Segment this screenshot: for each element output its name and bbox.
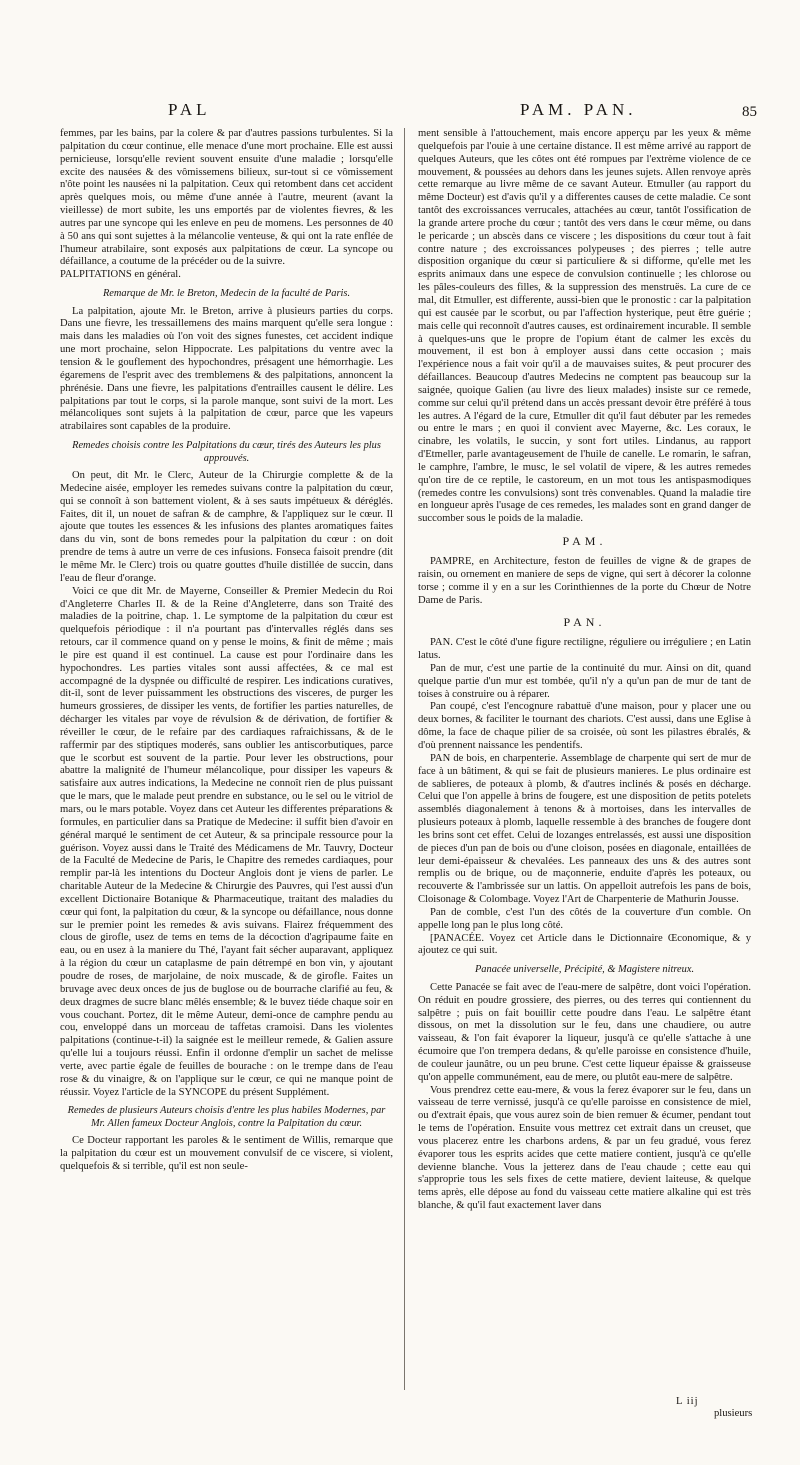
paragraph: Vous prendrez cette eau-mere, & vous la ferez évaporer sur le feu, dans un vaisseau de terre vernissé, jusqu'à ce qu'elle paroisse en consistence de miel, ou d'extrait épais, que vous aurez soin de bien remuer & écumer, pendant tout le tems de l'opération. Ensuite vous mettrez cet extrait dans un creuset, que vous placerez entre les charbons ardens, & par un feu gradué, vous ferez évaporer tous les esprits acides que cette matiere contient, jusqu'à ce qu'elle devienne blanche. Vous la jetterez dans de l'eau chaude ; cette eau qui s'approprie tous les sels fixes de cette matiere, devient laiteuse, & quelque tems après, elle dépose au fond du vaisseau cette matiere alkaline qui est très blanche, & qu'il faut exactement laver dans xyxy=(418,1084,751,1212)
section-heading: Panacée universelle, Précipité, & Magistere nitreux. xyxy=(474,964,695,976)
section-title: PAM. xyxy=(562,534,607,549)
paragraph: Pan de mur, c'est une partie de la continuité du mur. Ainsi on dit, quand quelque partie d'un mur est tombée, qu'il n'y a qu'un pan de mur de tant de toises à construire ou à réparer. xyxy=(418,662,751,700)
paragraph: La palpitation, ajoute Mr. le Breton, arrive à plusieurs parties du corps. Dans une fievre, les tressaillemens des mains marquent qu'elle sera longue : mais dans les maladies où l'on voit des signes funestes, cet accident indique une mort prochaine, selon Hippocrate. Les palpitations du ventre avec la tension & le gouflement des hypochondres, présagent une hémorrhagie. Les égaremens de l'esprit avec des tremblemens & des palpitations, annoncent la phrénésie. Dans une fievre, les palpitations d'entrailles causent le délire. Les palpitations par tout le corps, si la parole manque, sont suivi de la mort. Les mélancoliques sont sujets à la palpitation de cœur, parce que les vapeurs atrabilaires sont capables de la produire. xyxy=(60,305,393,433)
page-number: 85 xyxy=(742,104,757,120)
paragraph: PALPITATIONS en général. xyxy=(60,269,181,281)
section-title: PAN. xyxy=(563,615,606,630)
section-heading: Remedes choisis contre les Palpitations du cœur, tirés des Auteurs les plus approuvés. xyxy=(72,440,381,464)
header-right: PAM. PAN. xyxy=(520,100,637,119)
signature-mark: L iij xyxy=(676,1396,699,1407)
section-heading: Remarque de Mr. le Breton, Medecin de la faculté de Paris. xyxy=(102,288,351,300)
catchword: plusieurs xyxy=(714,1408,753,1419)
header-left: PAL xyxy=(168,100,211,119)
paragraph: ment sensible à l'attouchement, mais encore apperçu par les yeux & même quelquefois par l'ouie à une certaine distance. Il est même arrivé au rapport de quelques Auteurs, que les côtes ont été rompues par l'extrème violence de ce mouvement, & poussées au dehors dans les jeunes sujets. Allen renvoye après cette remarque au livre même de ce savant Auteur. Etmuller (au rapport du même Docteur) est d'avis qu'il y a differentes causes de cette maladie. Ce sont tantôt des excroissances verrucales, attachées au cœur, tantôt l'ossification de la grande artere proche du cœur ; tantôt des vers dans le cœur même, ou dans le pericarde ; un abscès dans ce viscere ; les dispositions du cœur tout à fait contre nature ; des excroissances polypeuses ; des pierres ; telle autre disposition organique du cœur si particuliere & si difforme, qu'elle met les esprits animaux dans une espece de convulsion continuelle ; les chlorose ou les pâles-couleurs des filles, & la suppression des menstruës. La cure de ce mal, dit Etmuller, est differente, aussi-bien que le pronostic : car la palpitation qui est causée par le scorbut, ou par l'affection hysterique, peut être guérie ; mais celle qui reconnoît d'autres causes, est ordinairement incurable. Il semble à quelques-uns que le propre de l'opium étant de calmer les excès du mouvement, il est bon à employer aussi dans cette occasion ; mais l'expérience nous a fait voir qu'il a de mauvaises suites, & peut procurer des défaillances. Beaucoup d'autres Medecins ne comptent pas beaucoup sur la saignée, quoique Galien (au livre des lieux malades) insiste sur ce remede, comme sur celui qu'il prétend dans un accès pressant devoir être préféré à tous les autres. A l'égard de la cure, Etmuller dit qu'il faut débuter par les remedes ou entre le mars ; en quoi il convient avec Mayerne, &c. Les coraux, le cinabre, les volatils, le succin, y sont fort utiles. Lindanus, au rapport d'Etmeller, parle avantageusement de l'huile de canelle. Le romarin, le safran, le camphre, l'ambre, le musc, le sel volatil de vipere, & les autres remedes qu'on tire de ce reptile, le castoreum, en un mot tous les antispasmodiques (remedes contre les convulsions) sont très convenables. Quand la maladie tire en longueur après l'usage de ces remedes, les malades sont en grand danger de succomber sous le poids de la maladie. xyxy=(418,128,751,525)
paragraph: PAN. C'est le côté d'une figure rectiligne, réguliere ou irréguliere ; en Latin latus. xyxy=(418,637,751,662)
paragraph: femmes, par les bains, par la colere & par d'autres passions turbulentes. Si la palpitation du cœur continue, elle menace d'une mort prochaine. Elle est aussi pernicieuse, lorsqu'elle revient souvent ensuite d'une maladie ; lorsqu'elle excite des nausées & des vômissemens bilieux, sur-tout si ce vômissement n'ôte point les nausées ni la palpitation. Ceux qui retombent dans cet accident après quelques mois, ou même d'une année à l'autre, meurent (avant la vieillesse) de mort subite, les uns emportés par de violentes fievres, & les autres par une syncope qui les enleve en peu de momens. Les personnes de 40 à 50 ans qui sont sujettes à la mélancolie venteuse, & qui ont la rate enflée de l'humeur atrabilaire, sont exposés aux palpitations de cœur. La syncope ou défaillance, a coutume de la précéder ou de la suivre. xyxy=(60,128,393,268)
paragraph: [PANACÉE. Voyez cet Article dans le Dictionnaire Œconomique, & y ajoutez ce qui suit. xyxy=(418,932,751,957)
column-divider xyxy=(404,128,405,1390)
paragraph: Cette Panacée se fait avec de l'eau-mere de salpêtre, dont voici l'opération. On réduit en poudre grossiere, des pierres, ou des terres qui contiennent du salpêtre ; puis on fait bouillir cette poudre dans l'eau. Le salpêtre étant dissous, on met la dissolution sur le feu, dans une chaudiere, ou autre vaisseau, & l'on fait évaporer la liqueur, jusqu'à ce qu'elle s'attache à une écumoire que l'on trempera dedans, & qu'elle paroisse en consistence d'huile, de couleur jaunâtre, ou un peu brune. C'est cette liqueur épaisse & graisseuse qu'on appelle communément, eau de mere, ou plutôt eau-mere de salpêtre. xyxy=(418,981,751,1083)
left-column xyxy=(60,128,393,1396)
paragraph: Pan coupé, c'est l'encognure rabattuë d'une maison, pour y placer une ou deux bornes, & faciliter le tournant des chariots. C'est aussi, dans une Eglise à dôme, la face de chaque pilier de sa croisée, où sont les pilastres ébralés, & d'où prennent naissance les pendentifs. xyxy=(418,701,751,751)
paragraph: On peut, dit Mr. le Clerc, Auteur de la Chirurgie complette & de la Medecine aisée, employer les remedes suivans contre la palpitation du cœur, qui se connoît à son battement violent, & à ses sauts impétueux & déréglés. Faites, dit il, un nouet de safran & de camphre, & l'appliquez sur le cœur. Il ajoute que toutes les essences & les infusions des plantes aromatiques faites dans du vin, sont de bons remedes pour la palpitation du cœur : on doit prendre de tems à autre un verre de ces infusions. Fonseca faisoit prendre (dit le même Mr. le Clerc) trois ou quatre gouttes d'huile distillée de succin, dans l'eau de fleur d'orange. xyxy=(60,470,393,584)
paragraph: PAMPRE, en Architecture, feston de feuilles de vigne & de grapes de raisin, ou ornement en maniere de seps de vigne, qui sert à décorer la colonne torse ; comme il y en a sur les Corinthiennes de la porte du Chœur de Notre Dame de Paris. xyxy=(418,556,751,606)
paragraph: PAN de bois, en charpenterie. Assemblage de charpente qui sert de mur de face à un bâtiment, & qui se fait de plusieurs manieres. Le plus ordinaire est de sablieres, de poteaux à plomb, & d'autres inclinés & posés en décharge. Celui que l'on appelle à brins de fougere, est une disposition de petits potelets assemblés diagonalement à tenons & à mortoises, dans les intervalles de plusieurs poteaux à plomb, laquelle ressemble à des branches de fougere dont les brins sont cet effet. Celui de lozanges entrelassés, est aussi une disposition de pieces d'un pan de bois ou d'une cloison, posées en diagonale, entaillées de leur demi-épaisseur & chevalées. Les panneaux des uns & des autres sont remplis ou de brique, ou de maçonnerie, enduite d'après les poteaux, ou recouverte & l'ambrissée sur un lattis. On appelloit autrefois les pans de bois, Cloisonage & Colombage. Voyez l'Art de Charpenterie de Mathurin Jousse. xyxy=(418,752,751,906)
paragraph: Ce Docteur rapportant les paroles & le sentiment de Willis, remarque que la palpitation du cœur est un mouvement convulsif de ce viscere, si violent, quelquefois & si terrible, qu'il est non seule- xyxy=(60,1135,393,1173)
paragraph: Voici ce que dit Mr. de Mayerne, Conseiller & Premier Medecin du Roi d'Angleterre Charles II. & de la Reine d'Angleterre, dans son Traité des maladies de la poitrine, chap. 1. Le symptome de la palpitation du cœur est quelquefois périodique : il n'a pourtant pas d'intervalles réglés dans ses retours, car il commence quand on y pense le moins, & finit de même ; mais le pire est quand il est continuel. La cause est pour l'ordinaire dans les hypochondres. Les parties vitales sont aussi affectées, & ce mal est accompagné de la dyspnée ou difficulté de respirer. Les indications curatives, dit-il, sont de lever puissamment les obstructions des visceres, de purger les humeurs grossieres, de dissiper les vents, de fortifier les parties naturelles, de décharger les vitales par voye de révulsion & de dérivation, de fortifier & réveiller le cœur, de le refaire par des cardiaques rafraichissans, & de le raffermir par des stiptiques moderés, sans oublier les antiscorbutiques, parce que le scorbut est souvent de la partie. Pour lever les obstructions, pour abattre la malignité de l'humeur mélancolique, pour dissiper les vapeurs & satisfaire aux autres indications, la Medecine ne connoît rien de plus puissant que le mars, que le malade peut prendre en substance, ou le sel ou le vitriol de mars, ou le mars potable. Voyez dans cet Auteur les differentes préparations & formules, en particulier dans sa Pratique de Medecine: il suffit bien d'avoir en général marqué le sentiment de cet Auteur, & sa principale ressource pour la guérison. Voyez aussi dans le Traité des Médicamens de Mr. Tauvry, Docteur de la Faculté de Medecine de Paris, le Chapitre des remedes cardiaques, pour remplir par-là les intentions du Docteur Anglois dont je viens de parler. Le charitable Auteur de la Medecine & Chirurgie des Pauvres, qui l'est aussi d'un excellent Dictionaire Botanique & Pharmaceutique, traitant des maladies du cœur qui font, la palpitation du cœur, & la syncope ou défaillance, nous donne sur le premier point les remedes & avis suivans. Flairez fréquemment des clous de girofle, usez de tems en tems de la décoction d'agripaume faite en eau, ou en usez à la maniere du Thé, l'ayant fait sécher auparavant, appliquez à la région du cœur un cataplasme de pain détrempé en bon vin, y ajoutant poudre de roses, de marjolaine, de noix muscade, & de girofle. Faites un bruvage avec deux onces de jus de buglose ou de bourrache clarifié au feu, & deux dragmes de sucre blanc mêlés ensemble; & le buvez tiéde chaque soir en vous couchant. Portez, dit le même Auteur, demi-once de camphre pendu au cou, enveloppé dans un morceau de taffetas cramoisi. Dans les violentes palpitations (continue-t-il) la saignée est le meilleur remede, & Galien assure qu'elle lui a toujours réussi. Enfin il ordonne d'emplir un sachet de melisse verte, avec partie égale de feuilles de bourache : on le trempe dans de l'eau rose & du vinaigre, & on l'applique sur le cœur, ce qui ne manque point de réussir. Voyez l'article de la SYNCOPE du présent Supplément. xyxy=(60,585,393,1098)
section-heading: Remedes de plusieurs Auteurs choisis d'entre les plus habiles Modernes, par Mr. Allen fameux Docteur Anglois, contre la Palpitation du cœur. xyxy=(67,1105,386,1129)
running-header xyxy=(0,100,800,126)
paragraph: Pan de comble, c'est l'un des côtés de la couverture d'un comble. On appelle long pan le plus long côté. xyxy=(418,906,751,931)
right-column xyxy=(418,128,751,1396)
